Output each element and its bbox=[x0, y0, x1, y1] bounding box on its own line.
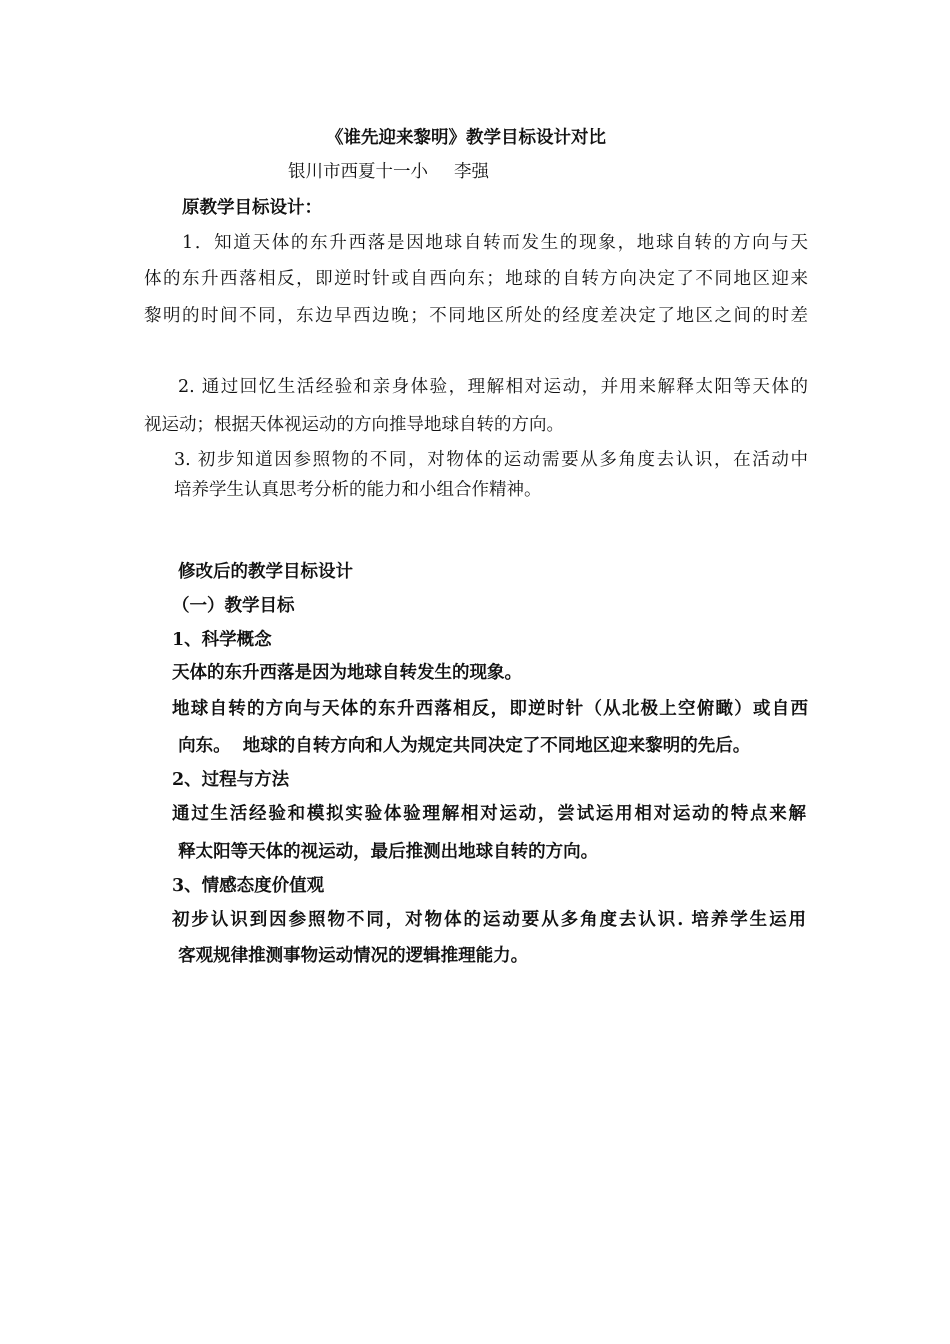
original-heading: 原教学目标设计： bbox=[182, 198, 322, 218]
emotion-line1: 初步认识到因参照物不同，对物体的运动要从多角度去认识. 培养学生运用 bbox=[172, 910, 806, 930]
original-item3-line1: 3. 初步知道因参照物的不同，对物体的运动需要从多角度去认识，在活动中 bbox=[174, 450, 808, 470]
process-heading: 2、过程与方法 bbox=[172, 770, 290, 790]
concept-line3: 向东。 地球的自转方向和人为规定共同决定了不同地区迎来黎明的先后。 bbox=[172, 736, 751, 756]
author-line bbox=[288, 160, 489, 184]
original-item1-line3: 黎明的时间不同，东边早西边晚；不同地区所处的经度差决定了地区之间的时差 bbox=[144, 306, 808, 326]
emotion-heading: 3、情感态度价值观 bbox=[172, 876, 325, 896]
original-item2-line2: 视运动；根据天体视运动的方向推导地球自转的方向。 bbox=[144, 415, 564, 435]
concept-line2: 地球自转的方向与天体的东升西落相反，即逆时针（从北极上空俯瞰）或自西 bbox=[172, 699, 808, 719]
original-item2-line1: 2. 通过回忆生活经验和亲身体验，理解相对运动，并用来解释太阳等天体的 bbox=[178, 377, 808, 397]
concept-line1: 天体的东升西落是因为地球自转发生的现象。 bbox=[172, 663, 522, 683]
emotion-line2: 客观规律推测事物运动情况的逻辑推理能力。 bbox=[172, 946, 529, 966]
process-line2: 释太阳等天体的视运动，最后推测出地球自转的方向。 bbox=[172, 842, 599, 862]
document-title: 《谁先迎来黎明》教学目标设计对比 bbox=[326, 128, 606, 148]
concept-heading: 1、科学概念 bbox=[172, 630, 272, 650]
original-item3-line2: 培养学生认真思考分析的能力和小组合作精神。 bbox=[174, 480, 542, 500]
original-item1-line1: 1．知道天体的东升西落是因地球自转而发生的现象，地球自转的方向与天 bbox=[182, 233, 808, 253]
original-item1-line2: 体的东升西落相反，即逆时针或自西向东；地球的自转方向决定了不同地区迎来 bbox=[144, 269, 808, 289]
process-line1: 通过生活经验和模拟实验体验理解相对运动，尝试运用相对运动的特点来解 bbox=[172, 804, 806, 824]
author-school: 银川市西夏十一小 bbox=[288, 162, 428, 182]
revised-sub-heading: （一）教学目标 bbox=[172, 596, 295, 616]
author-name: 李强 bbox=[454, 162, 489, 182]
revised-heading: 修改后的教学目标设计 bbox=[178, 562, 353, 582]
